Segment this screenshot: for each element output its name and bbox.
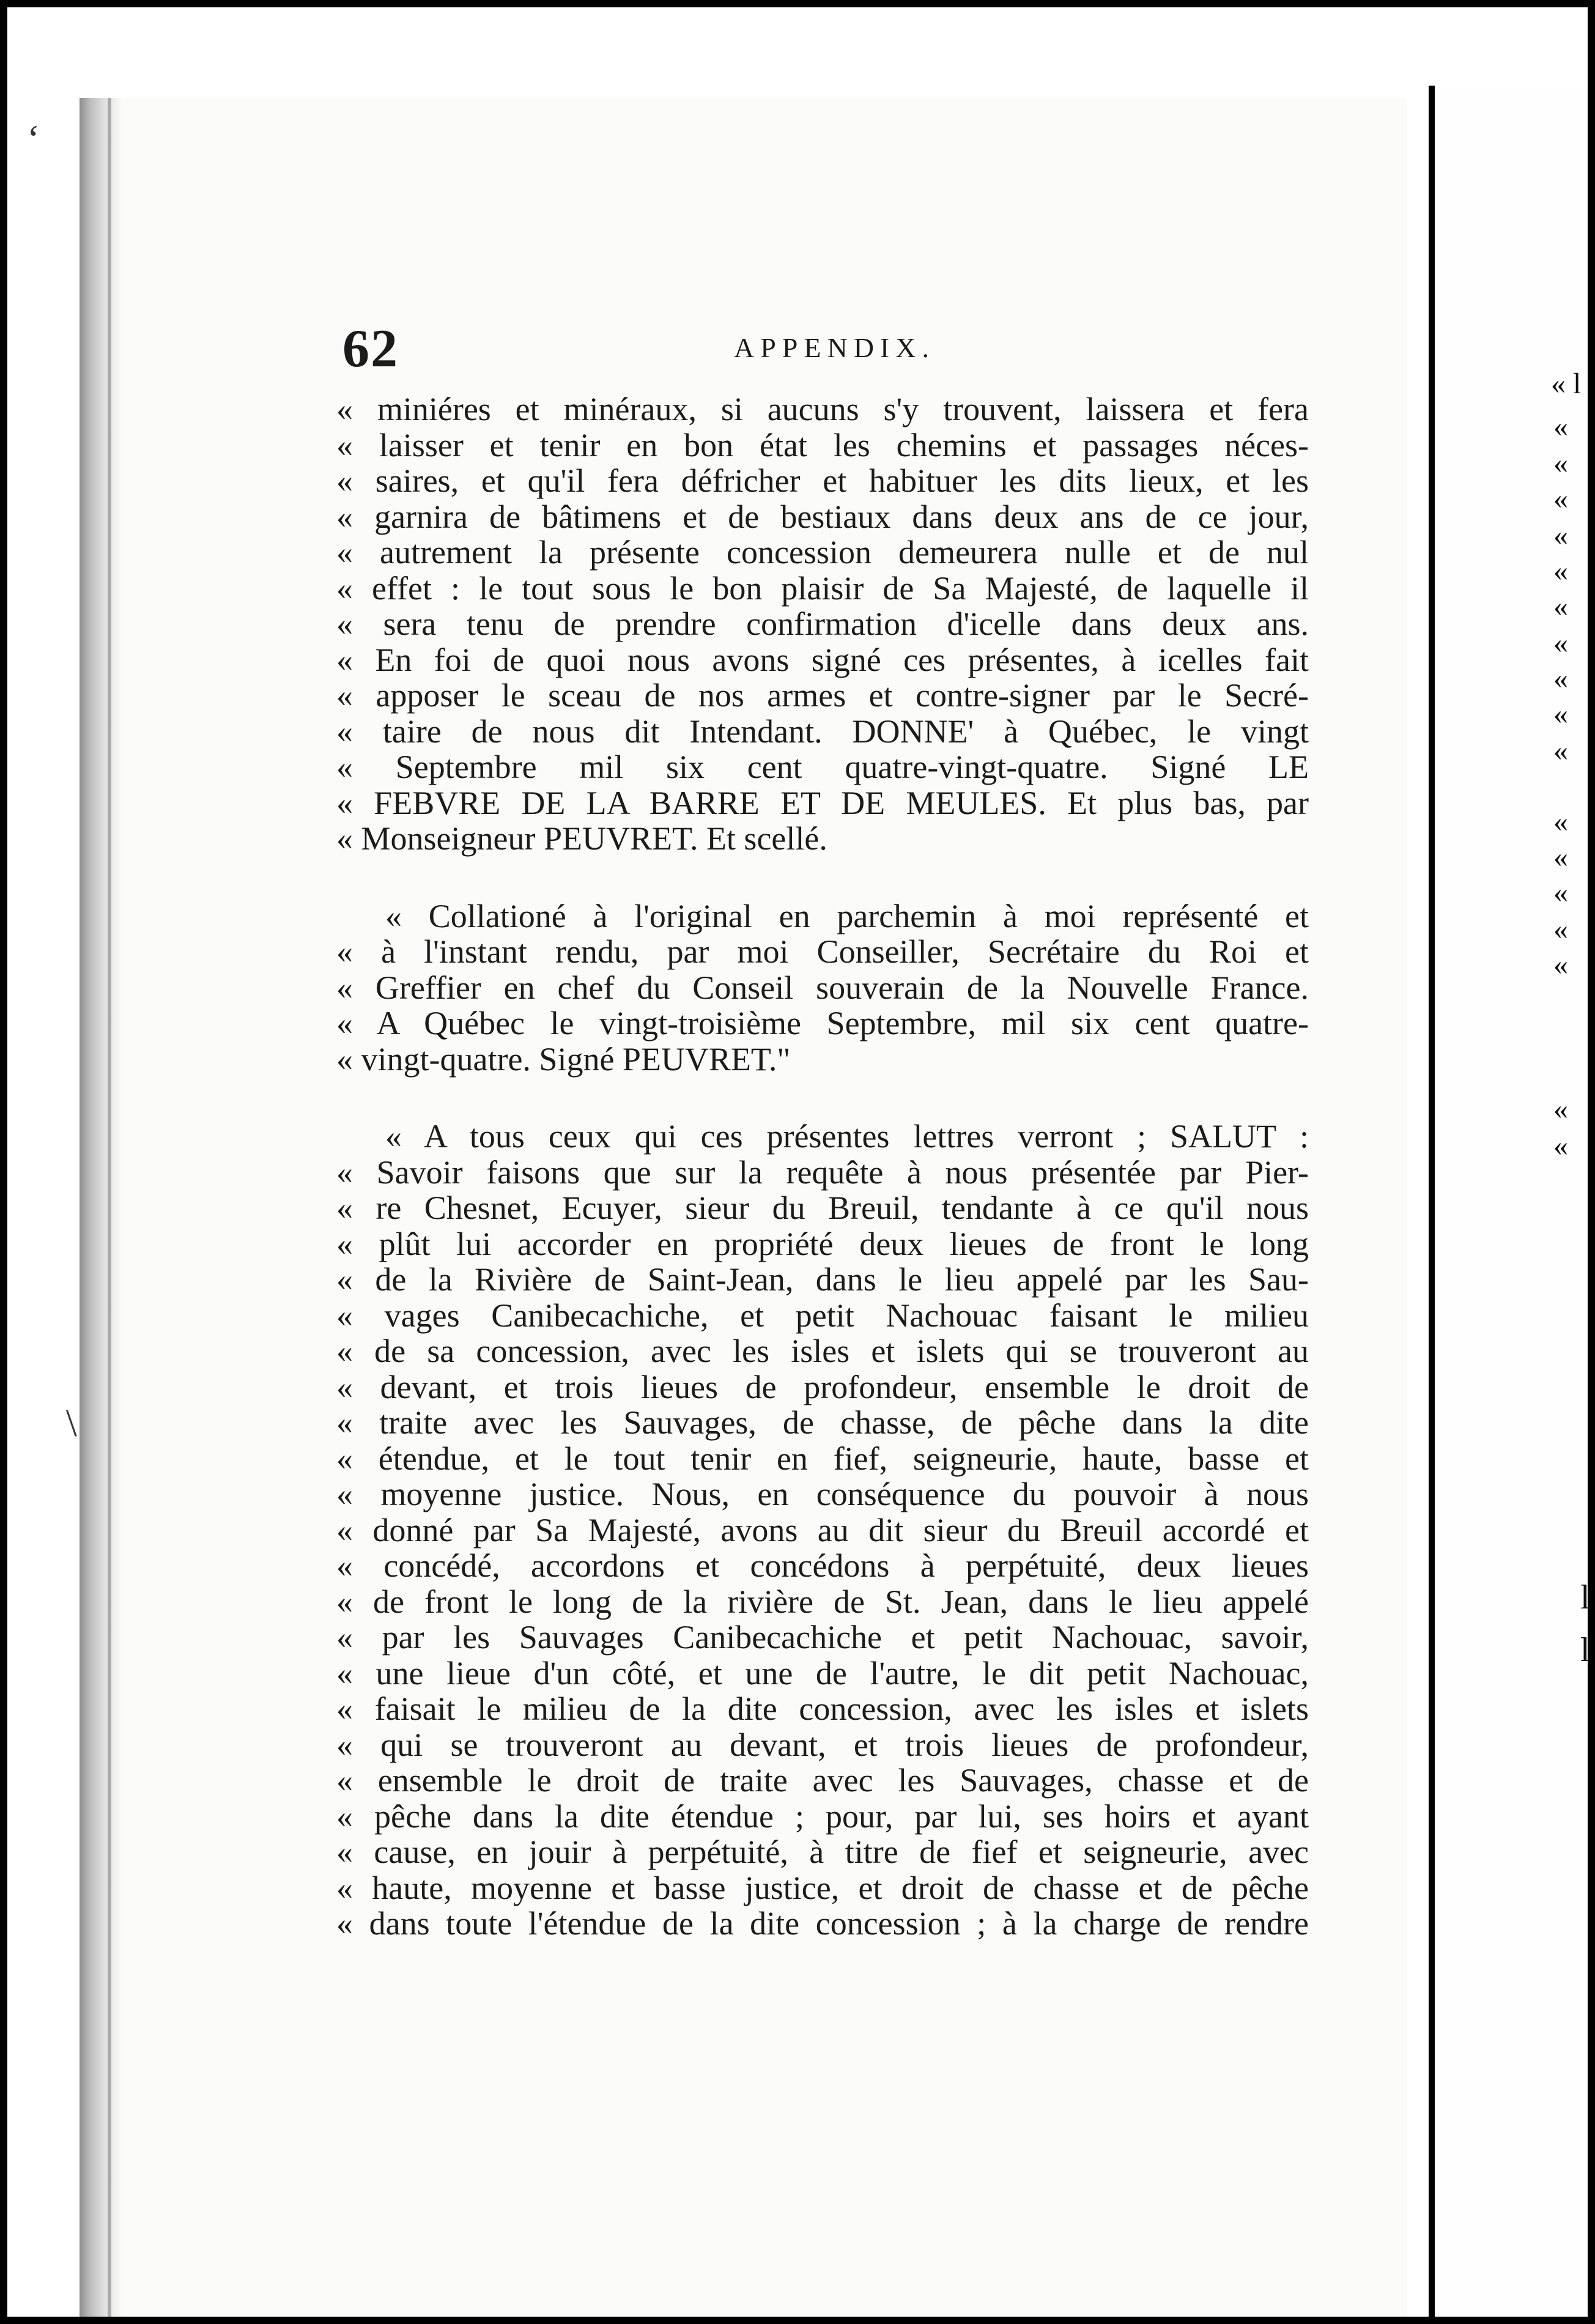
facing-quote-mark: « [1553, 519, 1568, 552]
text-line: « miniéres et minéraux, si aucuns s'y trouvent, laissera et fera [336, 391, 1309, 427]
text-line: « Monseigneur PEUVRET. Et scellé. [336, 820, 827, 857]
paragraph-concession-end [336, 391, 1309, 857]
text-line: « garnira de bâtimens et de bestiaux dans deux ans de ce jour, [336, 498, 1309, 535]
page-number: 62 [342, 319, 399, 379]
text-line: « concédé, accordons et concédons à perpétuité, deux lieues [336, 1547, 1309, 1584]
text-line: « ensemble le droit de traite avec les Sauvages, chasse et de [336, 1762, 1309, 1799]
text-line: « par les Sauvages Canibecachiche et petit Nachouac, savoir, [336, 1619, 1309, 1656]
text-line: « qui se trouveront au devant, et trois lieues de profondeur, [336, 1726, 1309, 1763]
facing-quote-mark: « [1553, 555, 1568, 587]
text-line: « Greffier en chef du Conseil souverain de la Nouvelle France. [336, 969, 1309, 1006]
text-line: « de la Rivière de Saint-Jean, dans le lieu appelé par les Sau- [336, 1261, 1309, 1298]
facing-quote-mark: « [1553, 1130, 1568, 1162]
page-divider [1429, 86, 1435, 2324]
text-line: « re Chesnet, Ecuyer, sieur du Breuil, tendante à ce qu'il nous [336, 1190, 1309, 1226]
facing-quote-mark: « [1553, 447, 1568, 479]
text-line: « à l'instant rendu, par moi Conseiller, Secrétaire du Roi et [336, 933, 1309, 970]
text-line: « plût lui accorder en propriété deux lieues de front le long [336, 1225, 1309, 1262]
text-line: « vingt-quatre. Signé PEUVRET." [336, 1040, 791, 1078]
text-line: « de front le long de la rivière de St. Jean, dans le lieu appelé [336, 1583, 1309, 1620]
text-line: « étendue, et le tout tenir en fief, seigneurie, haute, basse et [336, 1440, 1309, 1477]
facing-quote-mark: « [1553, 483, 1568, 515]
facing-quote-mark: « [1553, 662, 1568, 695]
facing-quote-mark: « [1553, 841, 1568, 873]
text-line: « moyenne justice. Nous, en conséquence du pouvoir à nous [336, 1476, 1309, 1512]
page-gutter-shadow [80, 98, 122, 2318]
facing-quote-mark: « [1553, 876, 1568, 909]
text-line: « FEBVRE DE LA BARRE ET DE MEULES. Et plus bas, par [336, 784, 1309, 821]
scan-mark: ʻ [27, 117, 40, 160]
facing-quote-mark: « [1553, 913, 1568, 946]
text-line: « haute, moyenne et basse justice, et droit de chasse et de pêche [336, 1869, 1309, 1906]
text-line: « A tous ceux qui ces présentes lettres verront ; SALUT : [385, 1118, 1309, 1155]
facing-quote-mark: « [1553, 698, 1568, 730]
text-line: « une lieue d'un côté, et une de l'autre, le dit petit Nachouac, [336, 1654, 1309, 1692]
facing-quote-mark: « [1553, 735, 1568, 767]
paragraph-collation [336, 898, 1309, 1078]
facing-quote-mark: « l [1551, 368, 1582, 400]
text-line: « saires, et qu'il fera défricher et habituer les dits lieux, et les [336, 462, 1309, 499]
text-line: « pêche dans la dite étendue ; pour, par lui, ses hoirs et ayant [336, 1797, 1309, 1835]
text-line: « devant, et trois lieues de profondeur, ensemble le droit de [336, 1368, 1309, 1405]
text-line: « dans toute l'étendue de la dite concession ; à la charge de rendre [336, 1905, 1309, 1942]
text-line: « vages Canibecachiche, et petit Nachouac faisant le milieu [336, 1297, 1309, 1334]
text-line: « de sa concession, avec les isles et islets qui se trouveront au [336, 1333, 1309, 1369]
facing-fragment: l [1580, 1578, 1590, 1616]
text-line: « faisait le milieu de la dite concession, avec les isles et islets [336, 1690, 1309, 1727]
facing-quote-mark: « [1553, 627, 1568, 659]
text-line: « donné par Sa Majesté, avons au dit sieur du Breuil accordé et [336, 1511, 1309, 1549]
scan-mark: \ [66, 1401, 77, 1445]
text-line: « effet : le tout sous le bon plaisir de Sa Majesté, de laquelle il [336, 569, 1309, 607]
binding-edge [108, 98, 111, 2318]
text-line: « traite avec les Sauvages, de chasse, de pêche dans la dite [336, 1404, 1309, 1441]
text-line: « Collationé à l'original en parchemin à moi représenté et [385, 897, 1309, 934]
text-line: « laisser et tenir en bon état les chemins et passages néces- [336, 426, 1309, 464]
body-text [336, 391, 1309, 1942]
facing-quote-mark: « [1553, 1093, 1568, 1125]
text-line: « taire de nous dit Intendant. DONNE' à Québec, le vingt [336, 712, 1309, 750]
page-header [342, 318, 1303, 385]
facing-quote-mark: « [1553, 949, 1568, 981]
text-line: « Septembre mil six cent quatre-vingt-quatre. Signé LE [336, 749, 1309, 785]
text-line: « apposer le sceau de nos armes et contre-signer par le Secré- [336, 677, 1309, 714]
facing-fragment: l [1580, 1631, 1590, 1669]
text-line: « A Québec le vingt-troisième Septembre, mil six cent quatre- [336, 1005, 1309, 1042]
facing-quote-mark: « [1553, 590, 1568, 623]
text-line: « sera tenu de prendre confirmation d'icelle dans deux ans. [336, 605, 1309, 642]
text-line: « Savoir faisons que sur la requête à nous présentée par Pier- [336, 1153, 1309, 1191]
text-line: « En foi de quoi nous avons signé ces présentes, à icelles fait [336, 641, 1309, 678]
paragraph-letters-patent [336, 1119, 1309, 1942]
running-head: APPENDIX. [734, 332, 935, 363]
text-line: « autrement la présente concession demeurera nulle et de nul [336, 534, 1309, 571]
facing-quote-mark: « [1553, 805, 1568, 838]
text-line: « cause, en jouir à perpétuité, à titre de fief et seigneurie, avec [336, 1834, 1309, 1870]
facing-quote-mark: « [1553, 410, 1568, 443]
